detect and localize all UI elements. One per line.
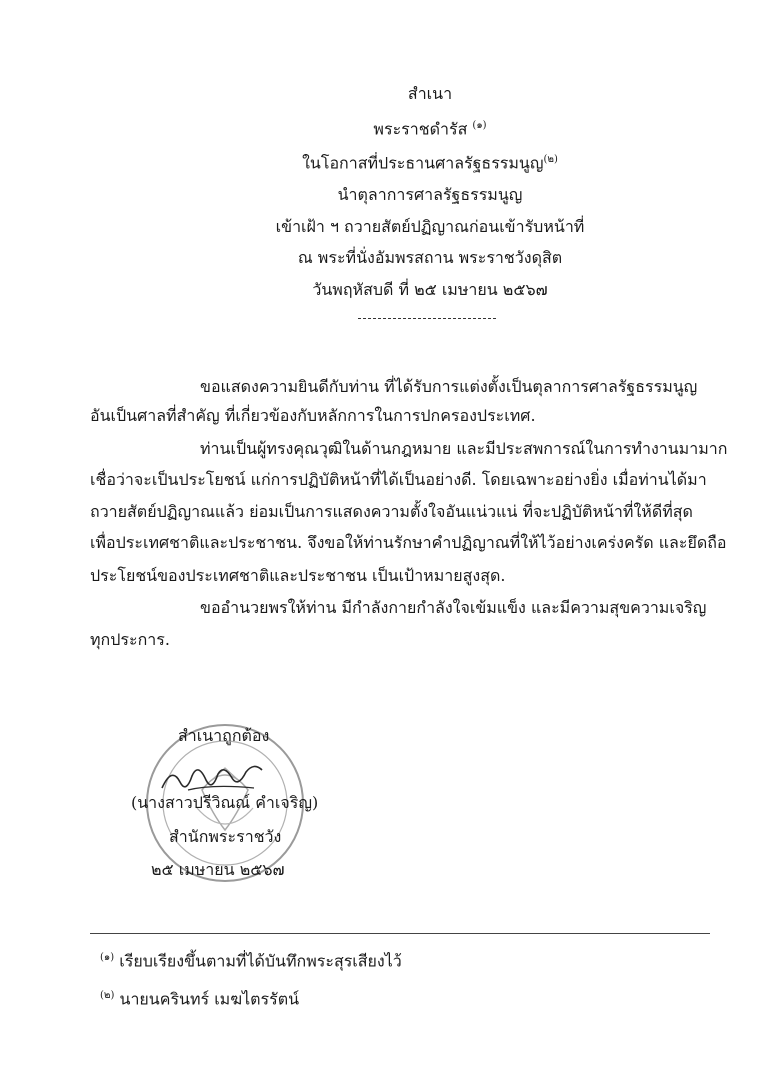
heading-date: วันพฤหัสบดี ที่ ๒๕ เมษายน ๒๕๖๗ — [312, 279, 548, 299]
body-line: ขอแสดงความยินดีกับท่าน ที่ได้รับการแต่งตั้งเป็นตุลาการศาลรัฐธรรมนูญ — [200, 377, 698, 396]
footnote-2 — [100, 986, 299, 1009]
signatory-name: (นางสาวปรีวิณณ์ คำเจริญ) — [131, 793, 319, 812]
signature-date: ๒๕ เมษายน ๒๕๖๗ — [151, 860, 285, 879]
body-line: ถวายสัตย์ปฏิญาณแล้ว ย่อมเป็นการแสดงความตั้งใจอันแน่วแน่ ที่จะปฏิบัติหน้าที่ให้ดีที่สุด — [90, 502, 693, 521]
body-line: ขออำนวยพรให้ท่าน มีกำลังกายกำลังใจเข้มแข็ง และมีความสุขความเจริญ — [200, 598, 707, 617]
footnote-ref-1: (๑) — [472, 119, 487, 131]
heading-copy-label: สำเนา — [407, 84, 453, 103]
heading-speech-title: พระราชดำรัส $^{(๑)}$ — [373, 118, 487, 138]
heading-venue: ณ พระที่นั่งอัมพรสถาน พระราชวังดุสิต — [297, 248, 563, 268]
certified-copy-label: สำเนาถูกต้อง — [178, 726, 270, 745]
heading-audience: เข้าเฝ้า ฯ ถวายสัตย์ปฏิญาณก่อนเข้ารับหน้าที่ — [275, 216, 585, 236]
footnote-divider — [90, 933, 710, 934]
body-line: ประโยชน์ของประเทศชาติและประชาชน เป็นเป้าหมายสูงสุด. — [90, 566, 506, 585]
document-heading — [250, 78, 610, 305]
footnote-2-text: นายนครินทร์ เมฆไตรรัตน์ — [119, 989, 300, 1009]
heading-divider — [358, 318, 496, 319]
body-line: เชื่อว่าจะเป็นประโยชน์ แก่การปฏิบัติหน้าที่ได้เป็นอย่างดี. โดยเฉพาะอย่างยิ่ง เมื่อท่านได้มา — [90, 470, 707, 489]
signatory-office: สำนักพระราชวัง — [169, 827, 282, 846]
footnote-ref-2: (๒) — [543, 154, 558, 166]
body-line: อันเป็นศาลที่สำคัญ ที่เกี่ยวข้องกับหลักการในการปกครองประเทศ. — [90, 406, 536, 425]
footnote-1-mark: (๑) — [100, 952, 115, 963]
heading-occasion: ในโอกาสที่ประธานศาลรัฐธรรมนูญ$^{(๒)}$ — [302, 153, 558, 173]
footnote-2-mark: (๒) — [100, 990, 115, 1001]
body-line: ท่านเป็นผู้ทรงคุณวุฒิในด้านกฎหมาย และมีประสพการณ์ในการทำงานมามาก — [200, 439, 728, 458]
body-line: ทุกประการ. — [90, 630, 170, 649]
footnote-1 — [100, 948, 402, 971]
body-line: เพื่อประเทศชาติและประชาชน. จึงขอให้ท่านรักษาคำปฏิญาณที่ให้ไว้อย่างเคร่งครัด และยึดถือ — [90, 533, 727, 552]
heading-judges: นำตุลาการศาลรัฐธรรมนูญ — [337, 185, 523, 205]
footnote-1-text: เรียบเรียงขึ้นตามที่ได้บันทึกพระสุรเสียงไว้ — [119, 951, 402, 971]
